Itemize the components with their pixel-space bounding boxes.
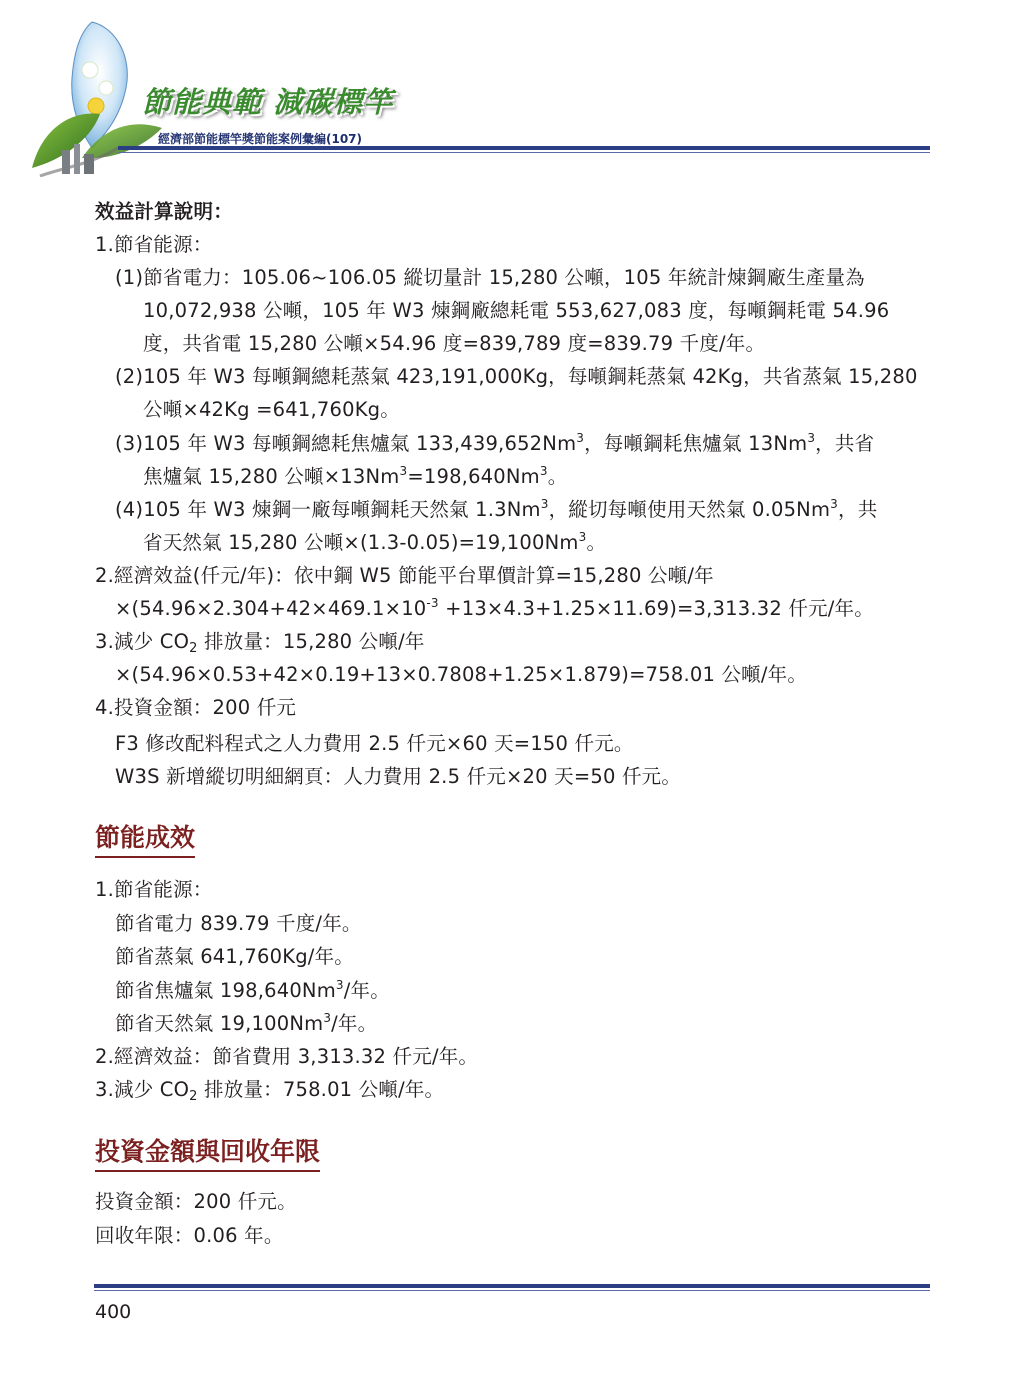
- benefit-item3-line1: 3.減少 $CO_2$ 排放量：15,280 公噸/年: [95, 630, 425, 656]
- savings-coke-gas: 節省焦爐氣 198,640Nm$^3$/年。: [115, 978, 390, 1002]
- investment-payback: 回收年限：0.06 年。: [95, 1224, 284, 1247]
- benefit-e4-line2: 省天然氣 15,280 公噸$\times(1.3-0.05)=19,100Nm^3$。: [143, 530, 607, 554]
- savings-section-title: 節能成效: [95, 822, 195, 858]
- benefit-item2-line2: $\times(54.96\times 2.304+42\times 469.1\times 10^{-3} +13\times 4.3+1.25\times 11.69)=3,313.32$ 仟元/年。: [115, 596, 874, 620]
- benefit-e3-line2: 焦爐氣 15,280 公噸$\times 13Nm^3=198,640Nm^3$。: [143, 464, 568, 488]
- savings-natural-gas: 節省天然氣 19,100Nm$^3$/年。: [115, 1011, 378, 1035]
- header-rule-thin: [118, 152, 930, 153]
- savings-item1-label: 1.節省能源：: [95, 878, 213, 901]
- savings-item3: 3.減少 $CO_2$ 排放量：758.01 公噸/年。: [95, 1078, 445, 1104]
- benefit-e1-line2: 10,072,938 公噸，105 年 W3 煉鋼廠總耗電 553,627,083 度，每噸鋼耗電 54.96: [143, 299, 890, 322]
- savings-steam: 節省蒸氣 641,760Kg/年。: [115, 945, 354, 968]
- investment-section-title: 投資金額與回收年限: [95, 1136, 320, 1172]
- benefit-item1-label: 1.節省能源：: [95, 233, 213, 256]
- benefit-item4-line2: F3 修改配料程式之人力費用 2.5 仟元×60 天=150 仟元。: [115, 732, 634, 755]
- benefit-item3-line2: ×(54.96×0.53+42×0.19+13×0.7808+1.25×1.879)=758.01 公噸/年。: [115, 663, 808, 686]
- page-number: 400: [95, 1301, 132, 1323]
- footer-rule-thin: [94, 1290, 930, 1291]
- page-header: [0, 0, 1024, 190]
- benefit-item2-line1: 2.經濟效益(仟元/年)：依中鋼 W5 節能平台單價計算=15,280 公噸/年: [95, 564, 714, 587]
- savings-electricity: 節省電力 839.79 千度/年。: [115, 912, 362, 935]
- footer-rule: [94, 1284, 930, 1288]
- savings-item2: 2.經濟效益：節省費用 3,313.32 仟元/年。: [95, 1045, 479, 1068]
- benefit-e2-line1: (2)105 年 W3 每噸鋼總耗蒸氣 423,191,000Kg，每噸鋼耗蒸氣 42Kg，共省蒸氣 15,280: [115, 365, 918, 388]
- benefit-item4-line3: W3S 新增縱切明細網頁：人力費用 2.5 仟元×20 天=50 仟元。: [115, 765, 682, 788]
- benefit-e4-line1: (4)105 年 W3 煉鋼一廠每噸鋼耗天然氣 1.3Nm$^3$，縱切每噸使用天然氣 0.05Nm$^3$，共: [115, 497, 878, 521]
- header-subtitle: 經濟部節能標竿獎節能案例彙編(107): [158, 132, 363, 146]
- benefit-e3-line1: (3)105 年 W3 每噸鋼總耗焦爐氣 133,439,652Nm$^3$，每噸鋼耗焦爐氣 13Nm$^3$，共省: [115, 431, 875, 455]
- benefit-calc-heading: 效益計算說明：: [95, 200, 233, 223]
- benefit-e1-line3: 度，共省電 15,280 公噸×54.96 度=839,789 度=839.79 千度/年。: [143, 332, 766, 355]
- investment-amount: 投資金額：200 仟元。: [95, 1190, 297, 1213]
- header-title: 節能典範 減碳標竿: [142, 85, 394, 119]
- benefit-e2-line2: 公噸×42Kg =641,760Kg。: [143, 398, 400, 421]
- benefit-e1-line1: (1)節省電力：105.06~106.05 縱切量計 15,280 公噸，105 年統計煉鋼廠生產量為: [115, 266, 865, 289]
- header-rule: [118, 146, 930, 150]
- benefit-item4-line1: 4.投資金額：200 仟元: [95, 696, 297, 719]
